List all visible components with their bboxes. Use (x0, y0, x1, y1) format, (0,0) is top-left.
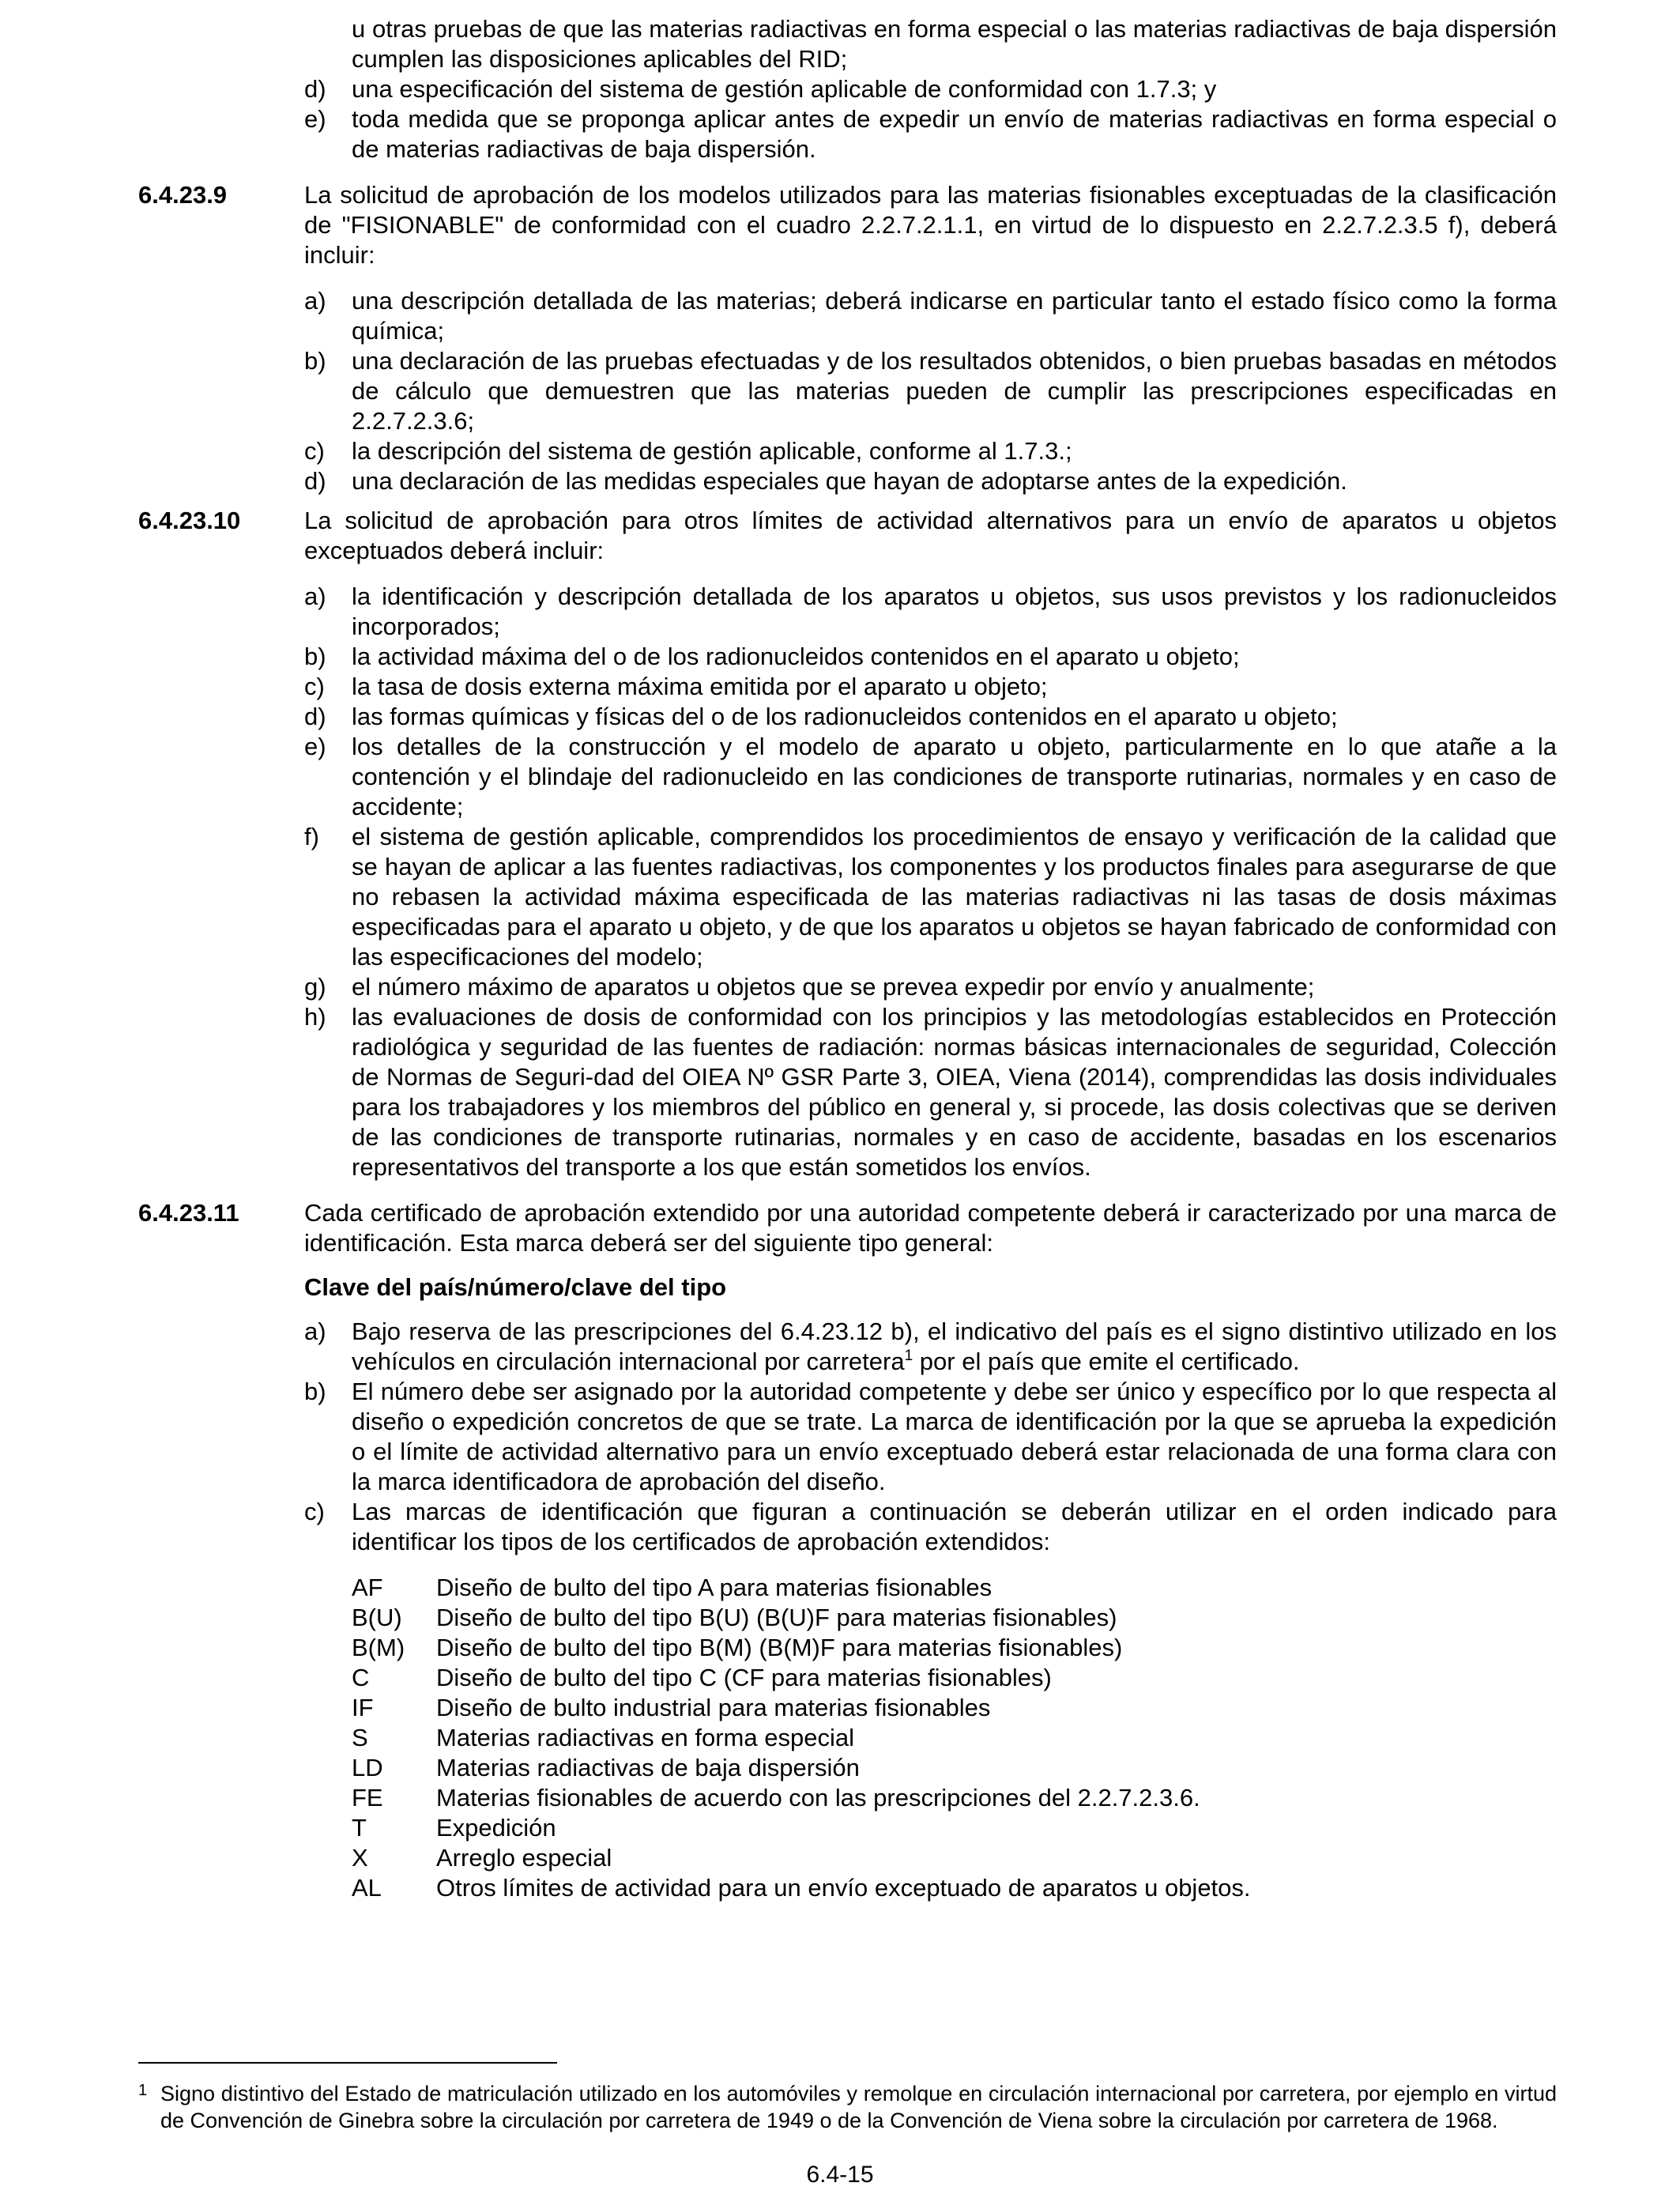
list-label: b) (304, 347, 326, 375)
type-desc: Diseño de bulto del tipo B(M) (B(M)F para materias fisionables) (436, 1634, 1123, 1661)
list-text: las evaluaciones de dosis de conformidad con los principios y las metodologías establecidos en Protección radiológica y seguridad de las fuentes de radiación: normas básicas internacionales de seguridad, Colección de Normas de Seguri-dad del OIEA Nº GSR Parte 3, OIEA, Viena (2014), comprendidas las dosis individuales para los trabajadores y los miembros del público en general y, si procede, las dosis colectivas que se deriven de las condiciones de transporte rutinarias, normales y en caso de accidente, basadas en los escenarios representativos del transporte a los que están sometidos los envíos. (352, 1003, 1557, 1181)
type-code: AL (352, 1874, 382, 1902)
footnote (138, 2080, 1557, 2134)
list-item (304, 466, 1557, 496)
type-code: S (352, 1724, 368, 1751)
section-intro: La solicitud de aprobación de los modelos utilizados para las materias fisionables exceptuadas de la clasificación de "FISIONABLE" de conformidad con el cuadro 2.2.7.2.1.1, en virtud de lo dispuesto en 2.2.7.2.3.5 f), deberá incluir: (304, 181, 1557, 269)
list-text: el sistema de gestión aplicable, comprendidos los procedimientos de ensayo y verificación de la calidad que se hayan de aplicar a las fuentes radiactivas, los componentes y los productos finales para asegurarse de que no rebasen la actividad máxima especificada de las materias radiactivas ni las tasas de dosis máximas especificadas para el aparato u objeto, y de que los aparatos u objetos se hayan fabricado de conformidad con las especificaciones del modelo; (352, 823, 1557, 971)
list-text: toda medida que se proponga aplicar antes de expedir un envío de materias radiactivas en forma especial o de materias radiactivas de baja dispersión. (352, 105, 1557, 163)
type-code: FE (352, 1784, 383, 1811)
list-text: una especificación del sistema de gestión aplicable de conformidad con 1.7.3; y (352, 75, 1217, 103)
list-label: h) (304, 1003, 326, 1031)
list-label: c) (304, 1498, 325, 1525)
section-6-4-23-10 (138, 506, 1557, 566)
section-number: 6.4.23.10 (138, 507, 241, 534)
list-item (304, 1002, 1557, 1182)
type-code: AF (352, 1574, 383, 1601)
list-label: e) (304, 105, 326, 133)
type-desc: Expedición (436, 1814, 556, 1842)
list-label: e) (304, 733, 326, 760)
list-text-cont: por el país que emite el certificado. (913, 1348, 1300, 1375)
list-item (304, 286, 1557, 346)
type-code: LD (352, 1754, 383, 1781)
continuation-text: u otras pruebas de que las materias radiactivas en forma especial o las materias radiactivas de baja dispersión cumplen las disposiciones aplicables del RID; (352, 15, 1557, 73)
list-text: los detalles de la construcción y el modelo de aparato u objeto, particularmente en lo que atañe a la contención y el blindaje del radionucleido en las condiciones de transporte rutinarias, normales y en caso de accidente; (352, 733, 1557, 820)
list-text: Las marcas de identificación que figuran a continuación se deberán utilizar en el orden indicado para identificar los tipos de los certificados de aprobación extendidos: (352, 1498, 1557, 1555)
code-row (352, 1753, 1557, 1783)
code-row (352, 1843, 1557, 1873)
list-item (304, 1497, 1557, 1557)
type-code: T (352, 1814, 367, 1842)
list-label: a) (304, 1318, 326, 1345)
list-text: El número debe ser asignado por la autoridad competente y debe ser único y específico por lo que respecta al diseño o expedición concretos de que se trate. La marca de identificación por la que se aprueba la expedición o el límite de actividad alternativo para un envío exceptuado deberá estar relacionada de una forma clara con la marca identificadora de aprobación del diseño. (352, 1378, 1557, 1495)
list-item (304, 1377, 1557, 1497)
code-row (352, 1573, 1557, 1603)
type-code: X (352, 1844, 368, 1872)
list-item (304, 732, 1557, 822)
section-6-4-23-11 (138, 1198, 1557, 1258)
code-row (352, 1783, 1557, 1813)
code-row (352, 1633, 1557, 1663)
code-row (352, 1873, 1557, 1903)
type-desc: Materias radiactivas de baja dispersión (436, 1754, 860, 1781)
list-text: las formas químicas y físicas del o de los radionucleidos contenidos en el aparato u objeto; (352, 703, 1338, 730)
list-text: una declaración de las medidas especiales que hayan de adoptarse antes de la expedición. (352, 467, 1347, 495)
list-text: el número máximo de aparatos u objetos que se prevea expedir por envío y anualmente; (352, 973, 1315, 1001)
list-item (304, 1317, 1557, 1377)
type-code: C (352, 1664, 370, 1691)
section-intro: La solicitud de aprobación para otros límites de actividad alternativos para un envío de aparatos u objetos exceptuados deberá incluir: (304, 507, 1557, 564)
list-text: una declaración de las pruebas efectuadas y de los resultados obtenidos, o bien pruebas basadas en métodos de cálculo que demuestren que las materias pueden de cumplir las prescripciones especificadas en 2.2.7.2.3.6; (352, 347, 1557, 435)
type-desc: Materias fisionables de acuerdo con las prescripciones del 2.2.7.2.3.6. (436, 1784, 1200, 1811)
code-row (352, 1813, 1557, 1843)
code-row (352, 1663, 1557, 1693)
list-item (304, 672, 1557, 702)
list-text: la descripción del sistema de gestión aplicable, conforme al 1.7.3.; (352, 437, 1072, 465)
section-intro: Cada certificado de aprobación extendido por una autoridad competente deberá ir caracterizado por una marca de identificación. Esta marca deberá ser del siguiente tipo general: (304, 1199, 1557, 1257)
list-text: una descripción detallada de las materias; deberá indicarse en particular tanto el estado físico como la forma química; (352, 287, 1557, 345)
code-row (352, 1693, 1557, 1723)
list-text: Bajo reserva de las prescripciones del 6.4.23.12 b), el indicativo del país es el signo distintivo utilizado en los vehículos en circulación internacional por carretera (352, 1318, 1557, 1375)
list-label: a) (304, 582, 326, 610)
type-desc: Diseño de bulto del tipo C (CF para materias fisionables) (436, 1664, 1052, 1691)
list-item (304, 582, 1557, 642)
list-label: d) (304, 703, 326, 730)
code-row (352, 1603, 1557, 1633)
list-label: d) (304, 75, 326, 103)
list-item (304, 104, 1557, 164)
list-label: c) (304, 437, 325, 465)
footnote-divider (138, 2062, 557, 2064)
list-label: c) (304, 673, 325, 700)
list-text: la identificación y descripción detallada de los aparatos u objetos, sus usos previstos y los radionucleidos incorporados; (352, 582, 1557, 640)
list-item (304, 642, 1557, 672)
footnote-ref[interactable]: 1 (904, 1348, 913, 1364)
list-item (304, 74, 1557, 104)
list-item (304, 822, 1557, 972)
type-desc: Diseño de bulto del tipo A para materias fisionables (436, 1574, 993, 1601)
page-number: 6.4-15 (806, 2162, 874, 2188)
list-label: g) (304, 973, 326, 1001)
section-6-4-23-9 (138, 180, 1557, 270)
type-desc: Arreglo especial (436, 1844, 612, 1872)
list-label: b) (304, 643, 326, 670)
list-label: b) (304, 1378, 326, 1405)
type-code: IF (352, 1694, 374, 1721)
code-row (352, 1723, 1557, 1753)
list-item (304, 972, 1557, 1002)
list-label: d) (304, 467, 326, 495)
footnote-number: 1 (138, 2082, 148, 2099)
list-label: a) (304, 287, 326, 315)
list-text: la actividad máxima del o de los radionucleidos contenidos en el aparato u objeto; (352, 643, 1240, 670)
list-item (304, 346, 1557, 436)
type-code: B(M) (352, 1634, 405, 1661)
type-desc: Otros límites de actividad para un envío exceptuado de aparatos u objetos. (436, 1874, 1251, 1902)
type-code-list (352, 1573, 1557, 1903)
list-item (304, 702, 1557, 732)
type-desc: Diseño de bulto del tipo B(U) (B(U)F para materias fisionables) (436, 1604, 1117, 1631)
footnote-text: Signo distintivo del Estado de matriculación utilizado en los automóviles y remolque en circulación internacional por carretera, por ejemplo en virtud de Convención de Ginebra sobre la circulación por carretera de 1949 o de la Convención de Viena sobre la circulación por carretera de 1968. (160, 2082, 1557, 2132)
section-heading: Clave del país/número/clave del tipo (304, 1273, 727, 1301)
type-desc: Diseño de bulto industrial para materias fisionables (436, 1694, 991, 1721)
section-number: 6.4.23.9 (138, 181, 228, 209)
list-label: f) (304, 823, 319, 850)
type-code: B(U) (352, 1604, 402, 1631)
type-desc: Materias radiactivas en forma especial (436, 1724, 854, 1751)
list-text: la tasa de dosis externa máxima emitida por el aparato u objeto; (352, 673, 1048, 700)
list-item (304, 436, 1557, 466)
section-number: 6.4.23.11 (138, 1199, 239, 1227)
document-page (138, 14, 1557, 1903)
